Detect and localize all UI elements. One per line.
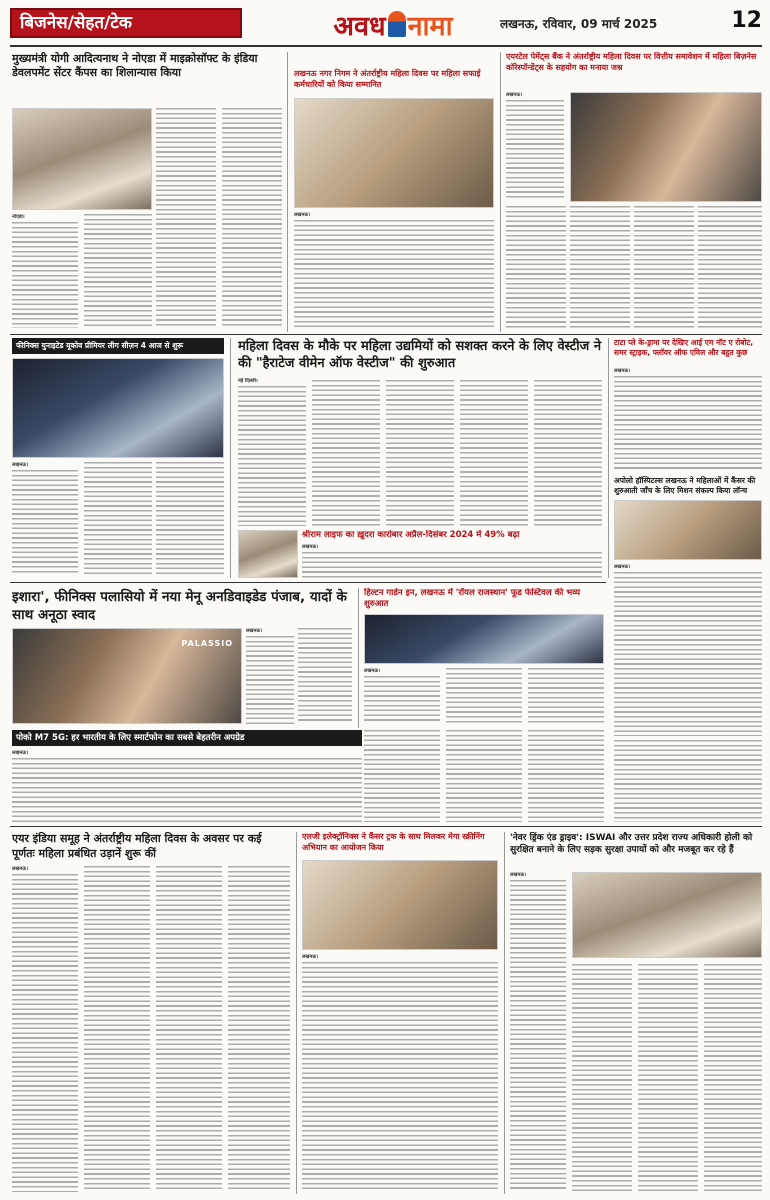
- body-vestige-3: [386, 380, 454, 526]
- palassio-sign: PALASSIO: [181, 639, 233, 648]
- body-air-india-4: [228, 866, 290, 1192]
- headline-phoenix-strip-box: [12, 338, 224, 354]
- body-vestige-5: [534, 380, 602, 526]
- body-hilton-6: [528, 730, 604, 822]
- body-airtel-3: [570, 206, 630, 328]
- body-apollo: [614, 572, 762, 736]
- body-phoenix-palassio-2: [298, 628, 352, 724]
- logo-emblem-icon: [388, 11, 406, 37]
- photo-lg: [302, 860, 498, 950]
- headline-yogi: मुख्यमंत्री योगी आदित्यनाथ ने नोएडा में माइक्रोसॉफ्ट के इंडिया डेवलपमेंट सेंटर कैंपस का शिलान्यास किया: [12, 52, 258, 79]
- dateline-airtel: लखनऊ।: [506, 92, 523, 98]
- dateline-yogi: नोएडा।: [12, 214, 25, 220]
- newspaper-logo: [308, 4, 478, 44]
- body-phoenix-strip-3: [156, 462, 224, 574]
- headline-phoenix-strip: फीनिक्स युनाइटेड यूकोव प्रीमियर लीग सीज़न 4 आज से शुरू: [16, 341, 184, 350]
- dateline-apollo: लखनऊ।: [614, 564, 631, 570]
- dateline-nagar-nigam: लखनऊ।: [294, 212, 311, 218]
- dateline-hilton: लखनऊ।: [364, 668, 381, 674]
- dateline-air-india: लखनऊ।: [12, 866, 29, 872]
- headline-air-india: एयर इंडिया समूह ने अंतर्राष्ट्रीय महिला दिवस के अवसर पर कई पूर्णतः महिला प्रबंधित उड़ानें शुरू कीं: [12, 832, 262, 860]
- body-phoenix-strip-2: [84, 462, 152, 574]
- body-yogi-3: [12, 222, 78, 328]
- body-iswai-2: [572, 964, 632, 1192]
- body-hilton-2: [446, 668, 522, 724]
- masthead-rule: [10, 45, 762, 47]
- body-air-india-2: [84, 866, 150, 1192]
- body-yogi-4: [84, 214, 152, 328]
- headline-lg: एलजी इलेक्ट्रॉनिक्स ने कैंसर ट्रक के साथ मिलकर मेगा स्क्रीनिंग अभियान का आयोजन किया: [302, 832, 485, 852]
- body-air-india-1: [12, 874, 78, 1192]
- body-yogi-1: [156, 108, 216, 328]
- photo-nagar-nigam: [294, 98, 494, 208]
- headline-nagar-nigam: लखनऊ नगर निगम ने अंतर्राष्ट्रीय महिला दिवस पर महिला सफाई कर्मचारियों को किया सम्मानित: [294, 69, 481, 89]
- dateline-tata: लखनऊ।: [614, 368, 631, 374]
- headline-shriram: श्रीराम लाइफ का ख़ुदरा कारोबार अप्रैल-दिसंबर 2024 में 49% बढ़ा: [302, 530, 520, 540]
- dateline-phoenix-palassio: लखनऊ।: [246, 628, 263, 634]
- body-airtel-2: [506, 206, 566, 328]
- photo-apollo: [614, 500, 762, 560]
- body-hilton-3: [528, 668, 604, 724]
- body-airtel-5: [698, 206, 762, 328]
- headline-hilton: हिल्टन गार्डन इन, लखनऊ में 'रॉयल राजस्थान' फूड फेस्टिवल की भव्य शुरुआत: [364, 588, 581, 609]
- body-lg: [302, 962, 498, 1192]
- body-airtel-4: [634, 206, 694, 328]
- dateline: लखनऊ, रविवार, 09 मार्च 2025: [500, 17, 658, 31]
- headline-airtel: एयरटेल पेमेंट्स बैंक ने अंतर्राष्ट्रीय महिला दिवस पर वित्तीय समावेशन में महिला बिज़नेस कॉरेस्पॉन्डेंट्स के सहयोग का मनाया जश्न: [506, 52, 757, 72]
- body-iswai-4: [704, 964, 762, 1192]
- body-iswai-1: [510, 880, 566, 1192]
- body-phoenix-strip-1: [12, 470, 78, 574]
- body-vestige-2: [312, 380, 380, 526]
- logo-right: नामा: [407, 10, 453, 42]
- dateline-shriram: लखनऊ।: [302, 544, 319, 550]
- body-nagar-nigam: [294, 220, 494, 328]
- photo-shriram: [238, 530, 298, 578]
- body-poco: [12, 758, 362, 822]
- body-hilton-5: [446, 730, 522, 822]
- body-tata: [614, 376, 762, 472]
- photo-yogi: [12, 108, 152, 210]
- body-vestige-1: [238, 386, 306, 526]
- section-banner: [10, 8, 242, 38]
- body-hilton-1: [364, 676, 440, 724]
- dateline-poco: लखनऊ।: [12, 750, 29, 756]
- headline-poco: पोको M7 5G: हर भारतीय के लिए स्मार्टफोन का सबसे बेहतरीन अपग्रेड: [16, 733, 245, 743]
- headline-vestige: महिला दिवस के मौके पर महिला उद्यमियों को सशक्त करने के लिए वेस्टीज ने की "हैराटेज वीमेन ऑफ वेस्टीज" की शुरुआत: [238, 339, 602, 371]
- section-title: बिजनेस/सेहत/टेक: [20, 13, 132, 33]
- dateline-lg: लखनऊ।: [302, 954, 319, 960]
- headline-phoenix-palassio: इशारा', फीनिक्स पलासियो में नया मेनू अनडिवाइडेड पंजाब, यादों के साथ अनूठा स्वाद: [12, 589, 347, 623]
- dateline-vestige: नई दिल्ली।: [238, 378, 258, 384]
- poco-banner: [12, 730, 362, 746]
- photo-phoenix-jersey: [12, 358, 224, 458]
- logo-left: अवध: [333, 10, 386, 42]
- headline-tata: टाटा प्ले के-ड्रामा पर देखिए आई एम नॉट ए रोबोट, समर स्ट्राइक, फ्लॉवर ऑफ एविल और बहुत कुछ: [614, 338, 754, 357]
- photo-hilton: [364, 614, 604, 664]
- dateline-iswai: लखनऊ।: [510, 872, 527, 878]
- body-hilton-4: [364, 730, 440, 822]
- body-phoenix-palassio-1: [246, 636, 294, 724]
- page-number: 12: [731, 8, 762, 33]
- body-airtel-1: [506, 100, 564, 200]
- body-iswai-3: [638, 964, 698, 1192]
- photo-airtel: [570, 92, 762, 202]
- body-yogi-2: [222, 108, 282, 328]
- body-shriram: [302, 552, 602, 578]
- dateline-phoenix-strip: लखनऊ।: [12, 462, 29, 468]
- photo-phoenix-palassio: [12, 628, 242, 724]
- photo-iswai: [572, 872, 762, 958]
- body-vestige-4: [460, 380, 528, 526]
- body-air-india-3: [156, 866, 222, 1192]
- body-apollo-2: [614, 740, 762, 822]
- headline-apollo: अपोलो हॉस्पिटल्स लखनऊ ने महिलाओं में कैंसर की शुरुआती जाँच के लिए मिशन संकल्प किया लॉन्च: [614, 476, 756, 495]
- headline-iswai: 'नेवर ड्रिंक एंड ड्राइव': ISWAI और उत्तर प्रदेश राज्य अधिकारी होली को सुरक्षित बनाने के लिए सड़क सुरक्षा उपायों को और मजबूत कर रहे हैं: [510, 833, 753, 855]
